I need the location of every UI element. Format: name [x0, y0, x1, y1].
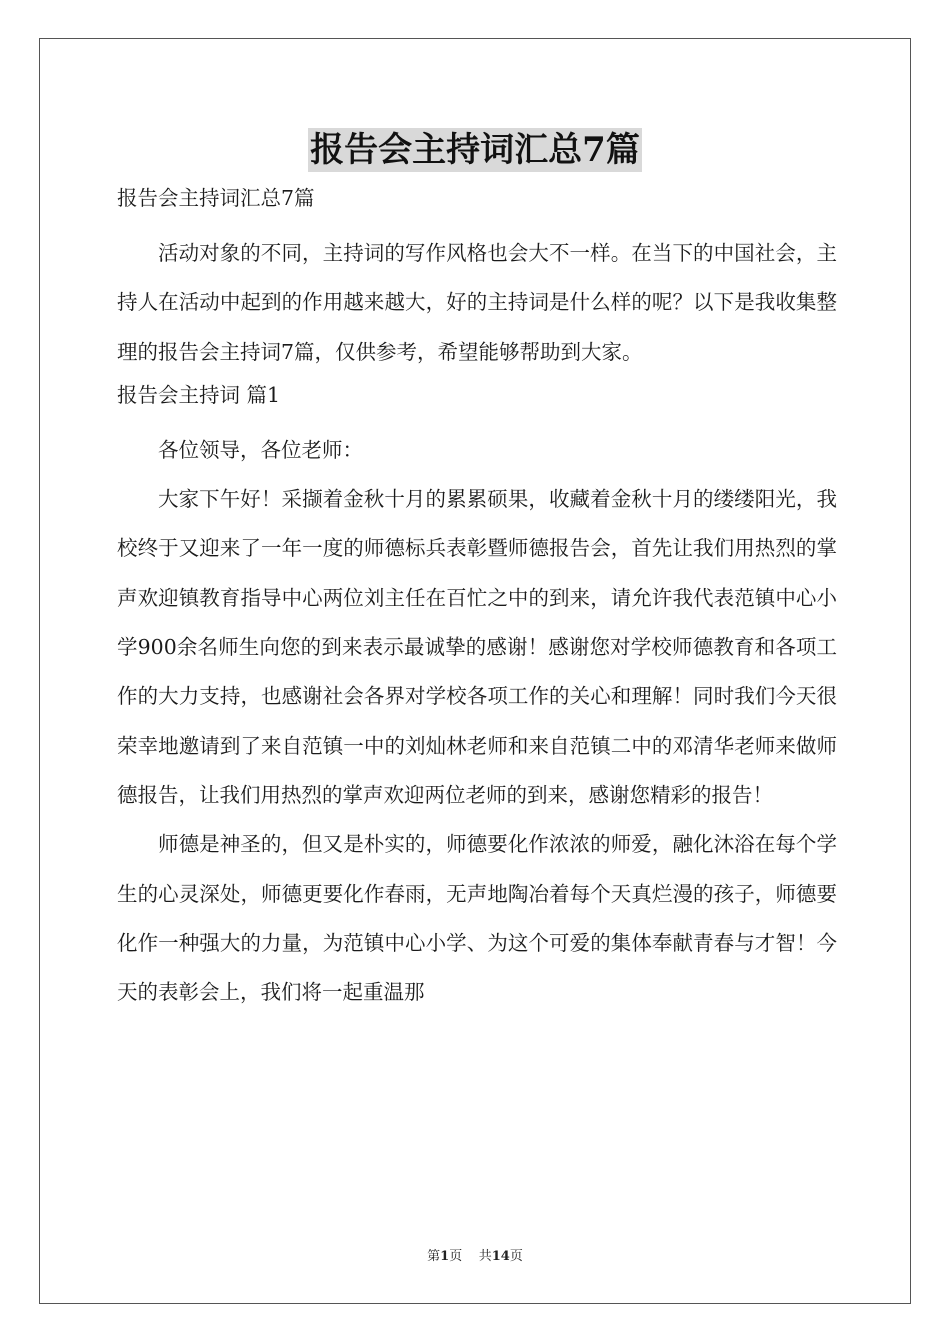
page-suffix: 页	[449, 1249, 463, 1264]
body-paragraph: 大家下午好！采撷着金秋十月的累累硕果，收藏着金秋十月的缕缕阳光，我校终于又迎来了一年一度的师德标兵表彰暨师德报告会，首先让我们用热烈的掌声欢迎镇教育指导中心两位刘主任在百忙之中的到来，请允许我代表范镇中心小学900余名师生向您的到来表示最诚挚的感谢！感谢您对学校师德教育和各项工作的大力支持，也感谢社会各界对学校各项工作的关心和理解！同时我们今天很荣幸地邀请到了来自范镇一中的刘灿林老师和来自范镇二中的邓清华老师来做师德报告，让我们用热烈的掌声欢迎两位老师的到来，感谢您精彩的报告！	[117, 487, 837, 807]
title-container	[0, 128, 950, 172]
section-heading: 报告会主持词 篇1	[117, 382, 281, 407]
document-body	[117, 180, 837, 1017]
intro-paragraph: 活动对象的不同，主持词的写作风格也会大不一样。在当下的中国社会，主持人在活动中起到的作用越来越大，好的主持词是什么样的呢？以下是我收集整理的报告会主持词7篇，仅供参考，希望能够帮助到大家。	[117, 241, 837, 364]
total-pages: 14	[491, 1249, 510, 1264]
page-prefix: 第	[427, 1249, 441, 1264]
page-number: 1	[440, 1249, 450, 1264]
body-paragraph: 师德是神圣的，但又是朴实的，师德要化作浓浓的师爱，融化沐浴在每个学生的心灵深处，师德更要化作春雨，无声地陶冶着每个天真烂漫的孩子，师德要化作一种强大的力量，为范镇中心小学、为这个可爱的集体奉献青春与才智！今天的表彰会上，我们将一起重温那	[117, 832, 837, 1005]
document-subtitle: 报告会主持词汇总7篇	[117, 186, 315, 210]
document-title: 报告会主持词汇总7篇	[310, 130, 640, 170]
page-footer	[0, 1248, 950, 1266]
total-suffix: 页	[509, 1249, 523, 1264]
greeting-paragraph: 各位领导，各位老师：	[158, 437, 363, 462]
total-prefix: 共	[478, 1249, 492, 1264]
